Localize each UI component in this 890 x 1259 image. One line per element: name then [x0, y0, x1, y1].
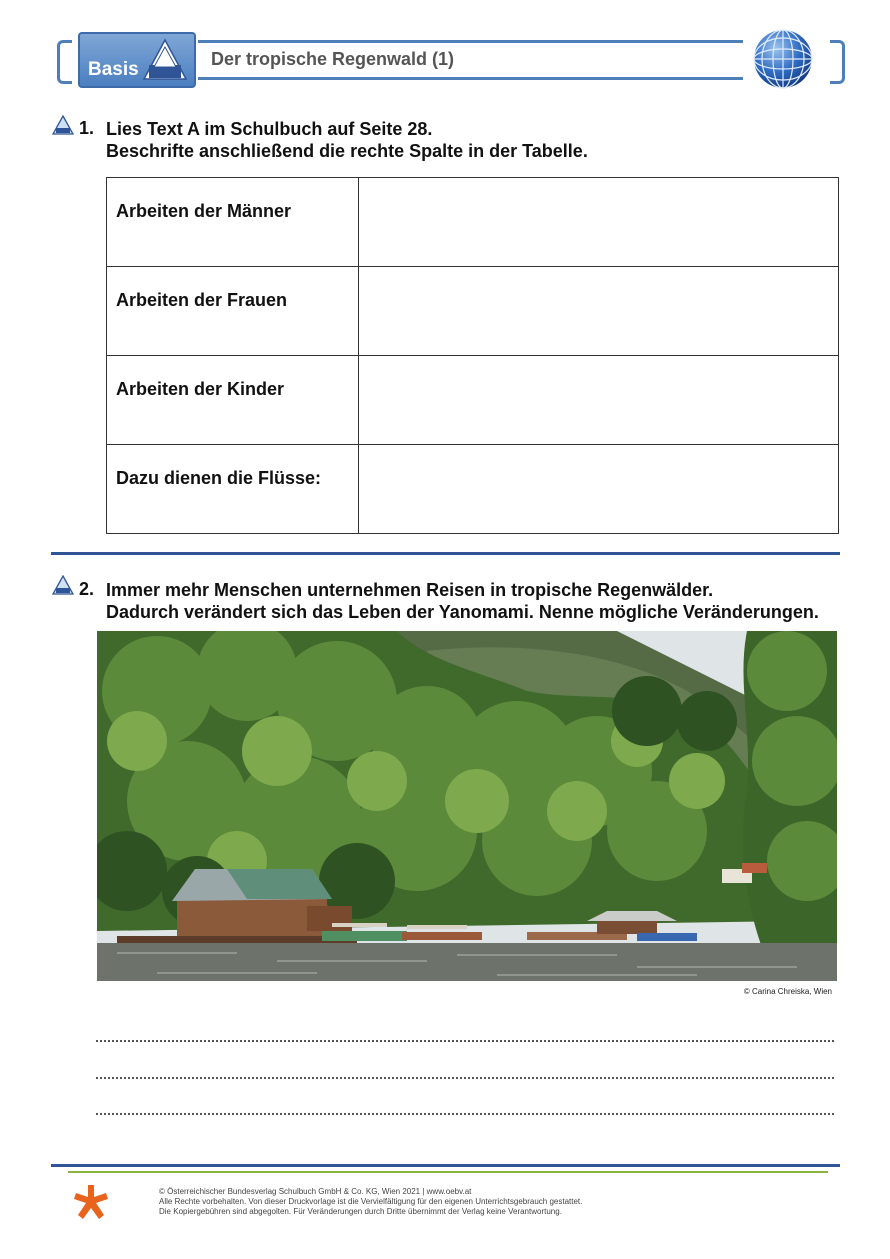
level-triangle-icon	[142, 37, 188, 81]
globe-icon	[752, 24, 814, 94]
task-2-line-1: Immer mehr Menschen unternehmen Reisen in tropische Regenwälder.	[106, 580, 714, 600]
task-1-line-1: Lies Text A im Schulbuch auf Seite 28.	[106, 119, 433, 139]
header-bracket-left	[57, 40, 72, 84]
footer-line-1: © Österreichischer Bundesverlag Schulbuch GmbH & Co. KG, Wien 2021 | www.oebv.at	[159, 1187, 472, 1196]
basis-badge	[78, 32, 196, 88]
answer-line[interactable]	[96, 1040, 834, 1042]
table-row-label: Arbeiten der Männer	[107, 178, 359, 267]
page-title: Der tropische Regenwald (1)	[211, 49, 455, 69]
publisher-logo-icon	[73, 1183, 109, 1221]
level-triangle-icon	[52, 575, 74, 595]
footer-line-2: Alle Rechte vorbehalten. Von dieser Druckvorlage ist die Vervielfältigung für den eigenen Unterrichtsgebrauch gestattet.	[159, 1197, 583, 1206]
task-2-number: 2.	[79, 579, 95, 599]
answer-cell[interactable]	[359, 445, 839, 534]
table-row	[107, 445, 839, 534]
basis-label: Basis	[88, 59, 139, 80]
task-2-instructions	[106, 579, 819, 623]
table-row-label: Dazu dienen die Flüsse:	[107, 445, 359, 534]
photo-credit: © Carina Chreiska, Wien	[743, 987, 832, 996]
footer-divider-blue	[51, 1164, 840, 1167]
rainforest-river-photo	[97, 631, 837, 981]
header-line-bottom	[198, 77, 743, 80]
table-row-label: Arbeiten der Frauen	[107, 267, 359, 356]
table-row	[107, 267, 839, 356]
table-row-label: Arbeiten der Kinder	[107, 356, 359, 445]
footer-copyright	[159, 1187, 582, 1217]
answer-line[interactable]	[96, 1077, 834, 1079]
footer-line-3: Die Kopiergebühren sind abgegolten. Für Veränderungen durch Dritte übernimmt der Verlag keine Verantwortung.	[159, 1207, 562, 1216]
task-2-line-2: Dadurch verändert sich das Leben der Yanomami. Nenne mögliche Veränderungen.	[106, 602, 819, 622]
table-row	[107, 356, 839, 445]
answer-cell[interactable]	[359, 178, 839, 267]
answer-cell[interactable]	[359, 267, 839, 356]
table-row	[107, 178, 839, 267]
section-divider	[51, 552, 840, 555]
answer-line[interactable]	[96, 1113, 834, 1115]
header-bracket-right	[830, 40, 845, 84]
task-1-number: 1.	[79, 118, 95, 138]
worksheet-table	[106, 177, 839, 534]
rainforest-river-illustration	[97, 631, 837, 981]
answer-cell[interactable]	[359, 356, 839, 445]
level-triangle-icon	[52, 115, 74, 135]
task-1-instructions	[106, 118, 588, 162]
footer-divider-green	[68, 1171, 828, 1173]
task-1-line-2: Beschrifte anschließend die rechte Spalte in der Tabelle.	[106, 141, 588, 161]
header-line-top	[198, 40, 743, 43]
